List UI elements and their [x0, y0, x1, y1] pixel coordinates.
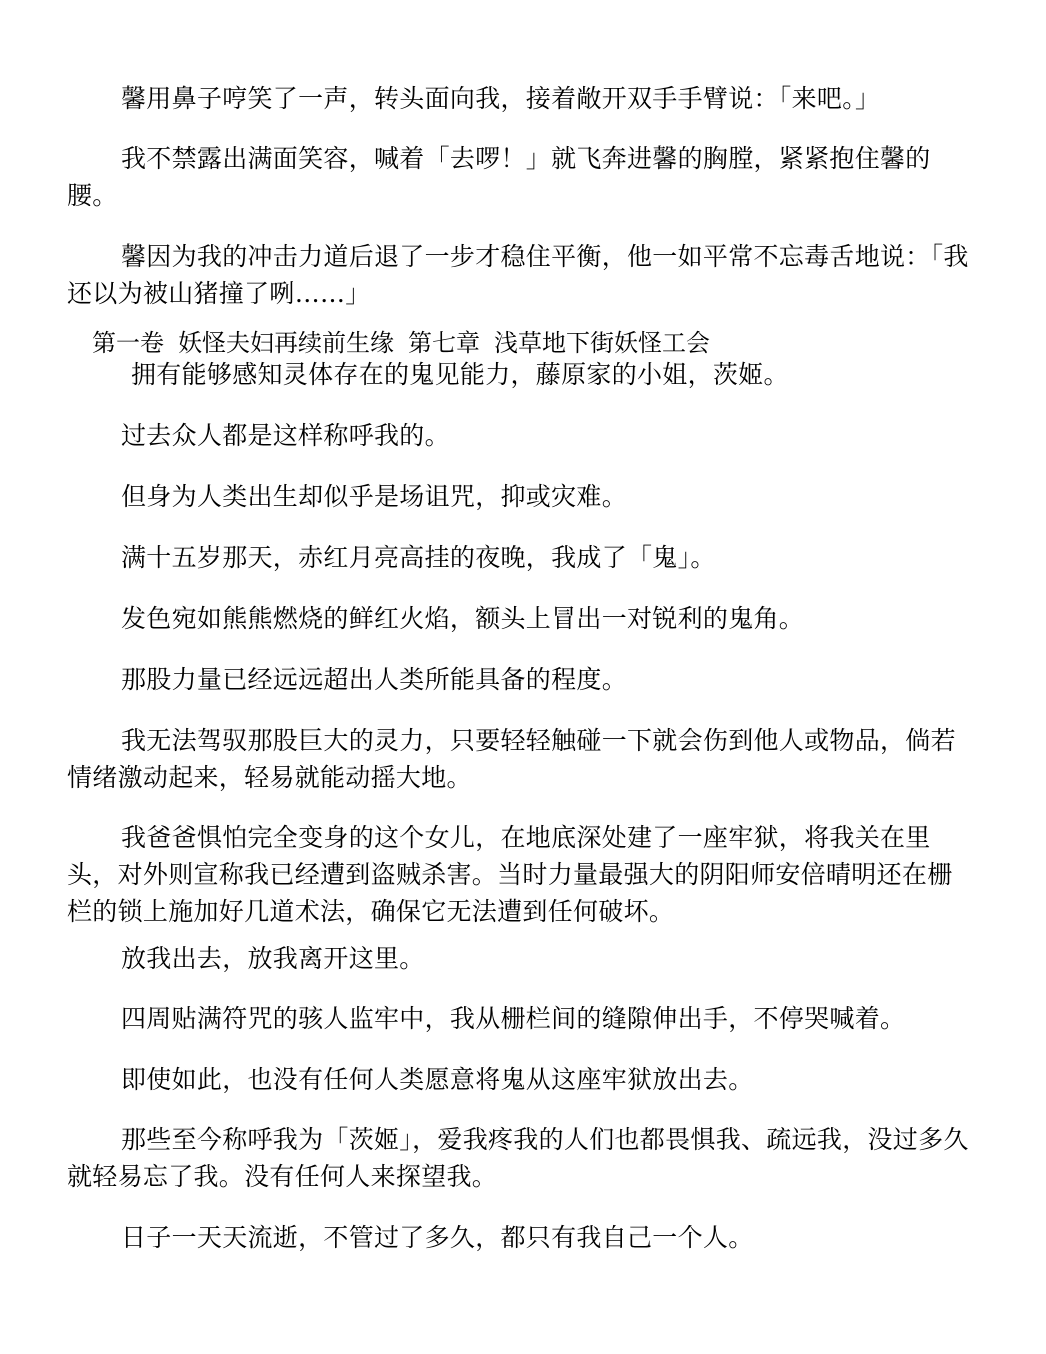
- volume-title: 妖怪夫妇再续前生缘: [178, 329, 394, 357]
- paragraph: 过去众人都是这样称呼我的。: [121, 421, 450, 450]
- paragraph: 但身为人类出生却似乎是场诅咒，抑或灾难。: [121, 482, 628, 511]
- paragraph: 四周贴满符咒的骇人监牢中，我从栅栏间的缝隙伸出手，不停哭喊着。: [121, 1004, 906, 1033]
- chapter-heading: [92, 328, 710, 358]
- paragraph: 拥有能够感知灵体存在的鬼见能力，藤原家的小姐，茨姬。: [131, 360, 789, 389]
- paragraph: 我爸爸惧怕完全变身的这个女儿，在地底深处建了一座牢狱，将我关在里头，对外则宣称我已经遭到盗贼杀害。当时力量最强大的阴阳师安倍晴明还在栅栏的锁上施加好几道术法，确保它无法遭到任何破坏。: [67, 823, 953, 926]
- paragraph: 那些至今称呼我为「茨姬」，爱我疼我的人们也都畏惧我、疏远我，没过多久就轻易忘了我。没有任何人来探望我。: [67, 1125, 969, 1191]
- paragraph: 放我出去，放我离开这里。: [121, 944, 425, 973]
- chapter-label: 第七章: [408, 329, 480, 357]
- paragraph: 发色宛如熊熊燃烧的鲜红火焰，额头上冒出一对锐利的鬼角。: [121, 604, 805, 633]
- paragraph: 馨因为我的冲击力道后退了一步才稳住平衡，他一如平常不忘毒舌地说：「我还以为被山猪撞了咧……」: [67, 242, 969, 308]
- paragraph: 我无法驾驭那股巨大的灵力，只要轻轻触碰一下就会伤到他人或物品，倘若情绪激动起来，轻易就能动摇大地。: [67, 726, 956, 792]
- chapter-title: 浅草地下街妖怪工会: [494, 329, 710, 357]
- paragraph: 日子一天天流逝，不管过了多久，都只有我自己一个人。: [121, 1223, 754, 1252]
- volume-label: 第一卷: [92, 329, 164, 357]
- paragraph: 我不禁露出满面笑容，喊着「去啰！」就飞奔进馨的胸膛，紧紧抱住馨的腰。: [67, 144, 931, 210]
- paragraph: 那股力量已经远远超出人类所能具备的程度。: [121, 665, 628, 694]
- paragraph: 即使如此，也没有任何人类愿意将鬼从这座牢狱放出去。: [121, 1065, 754, 1094]
- paragraph: 满十五岁那天，赤红月亮高挂的夜晚，我成了「鬼」。: [121, 543, 716, 572]
- paragraph: 馨用鼻子哼笑了一声，转头面向我，接着敞开双手手臂说：「来吧。」: [121, 84, 881, 113]
